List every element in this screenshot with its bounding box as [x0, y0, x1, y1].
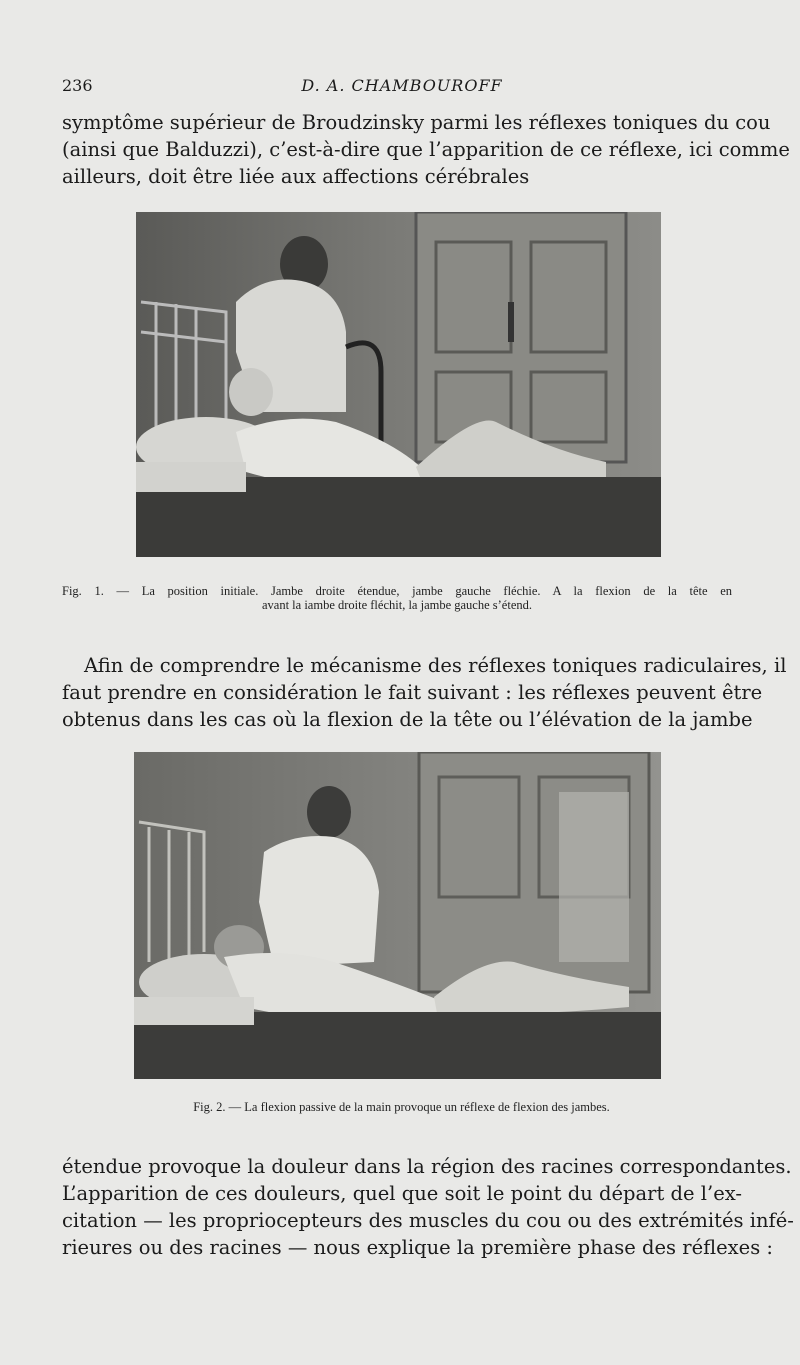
- text-line: ailleurs, doit être liée aux affections cérébrales: [62, 165, 530, 188]
- figure-2-photo: [134, 752, 661, 1079]
- text-line: rieures ou des racines — nous explique la première phase des réflexes :: [62, 1236, 773, 1259]
- text-line: étendue provoque la douleur dans la région des racines correspondantes.: [62, 1155, 792, 1178]
- paragraph-3: [62, 1153, 794, 1261]
- text-line: Afin de comprendre le mécanisme des réflexes toniques radiculaires, il: [84, 654, 787, 677]
- text-line: symptôme supérieur de Broudzinsky parmi les réflexes toniques du cou: [62, 111, 771, 134]
- text-line: (ainsi que Balduzzi), c’est-à-dire que l’apparition de ce réflexe, ici comme: [62, 138, 790, 161]
- text-line: faut prendre en considération le fait suivant : les réflexes peuvent être: [62, 681, 763, 704]
- paragraph-1: [62, 109, 790, 190]
- page-number: 236: [62, 76, 93, 95]
- text-line: citation — les propriocepteurs des muscles du cou ou des extrémités infé-: [62, 1209, 794, 1232]
- figure-1-photo: [136, 212, 661, 557]
- paragraph-2: [62, 652, 787, 733]
- figure-1-caption: [62, 584, 732, 612]
- text-line: L’apparition de ces douleurs, quel que soit le point du départ de l’ex-: [62, 1182, 742, 1205]
- running-head: D. A. CHAMBOUROFF: [301, 76, 503, 95]
- page-header: [62, 76, 742, 100]
- figure-2-caption: Fig. 2. — La flexion passive de la main provoque un réflexe de flexion des jambes.: [193, 1100, 610, 1114]
- caption-line: Fig. 1. — La position initiale. Jambe droite étendue, jambe gauche fléchie. A la flexion de la tête en: [62, 584, 732, 598]
- caption-line: avant la iambe droite fléchit, la jambe gauche s’étend.: [261, 598, 533, 612]
- text-line: obtenus dans les cas où la flexion de la tête ou l’élévation de la jambe: [62, 708, 753, 731]
